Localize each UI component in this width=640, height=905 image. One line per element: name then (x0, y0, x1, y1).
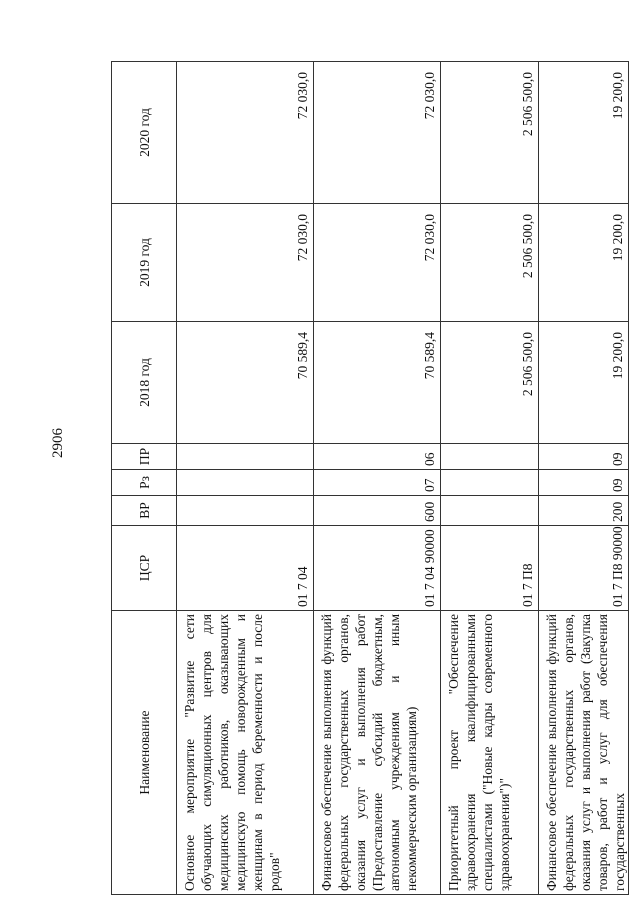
row-rz (177, 470, 314, 496)
row-2018: 19 200,0 (539, 322, 629, 444)
row-2019: 72 030,0 (177, 204, 314, 322)
row-rz: 09 (539, 470, 629, 496)
row-2020: 72 030,0 (314, 62, 441, 204)
row-2018: 70 589,4 (314, 322, 441, 444)
header-pr: ПР (112, 444, 177, 470)
row-csr: 01 7 04 (177, 526, 314, 611)
table-row (539, 62, 629, 895)
row-2019: 72 030,0 (314, 204, 441, 322)
row-vr (177, 496, 314, 526)
row-rz: 07 (314, 470, 441, 496)
header-csr: ЦСР (112, 526, 177, 611)
row-2019: 19 200,0 (539, 204, 629, 322)
header-vr: ВР (112, 496, 177, 526)
table-header-row (112, 62, 177, 895)
row-pr (441, 444, 539, 470)
header-name: Наименование (112, 611, 177, 895)
budget-table (111, 61, 629, 895)
row-2020: 2 506 500,0 (441, 62, 539, 204)
row-name: Финансовое обеспечение выполнения функций федеральных государственных органов, оказания услуг и выполнения работ (Предоставление субсидий бюджетным, автономным учреждениям и иным некоммерческим организациям) (314, 611, 441, 895)
row-2018: 70 589,4 (177, 322, 314, 444)
row-vr (441, 496, 539, 526)
table-row (177, 62, 314, 895)
row-pr: 06 (314, 444, 441, 470)
row-2020: 72 030,0 (177, 62, 314, 204)
row-2020: 19 200,0 (539, 62, 629, 204)
page-number: 2906 (50, 428, 66, 458)
row-csr: 01 7 П8 (441, 526, 539, 611)
row-name: Финансовое обеспечение выполнения функций федеральных государственных органов, оказания услуг и выполнения работ (Закупка товаров, работ и услуг для обеспечения государственных (539, 611, 629, 895)
row-name: Приоритетный проект "Обеспечение здравоохранения квалифицированными специалистами ("Новые кадры современного здравоохранения")" (441, 611, 539, 895)
header-2020: 2020 год (112, 62, 177, 204)
table-row (441, 62, 539, 895)
row-csr: 01 7 04 90000 (314, 526, 441, 611)
row-2019: 2 506 500,0 (441, 204, 539, 322)
row-csr: 01 7 П8 90000 (539, 526, 629, 611)
row-pr: 09 (539, 444, 629, 470)
row-pr (177, 444, 314, 470)
header-rz: Рз (112, 470, 177, 496)
row-vr: 600 (314, 496, 441, 526)
row-vr: 200 (539, 496, 629, 526)
table-row (314, 62, 441, 895)
header-2018: 2018 год (112, 322, 177, 444)
rotated-table-container (111, 62, 627, 895)
row-rz (441, 470, 539, 496)
row-name: Основное мероприятие "Развитие сети обучающих симуляционных центров для медицинских работников, оказывающих медицинскую помощь новорожденным и женщинам в период беременности и после родов" (177, 611, 314, 895)
header-2019: 2019 год (112, 204, 177, 322)
row-2018: 2 506 500,0 (441, 322, 539, 444)
